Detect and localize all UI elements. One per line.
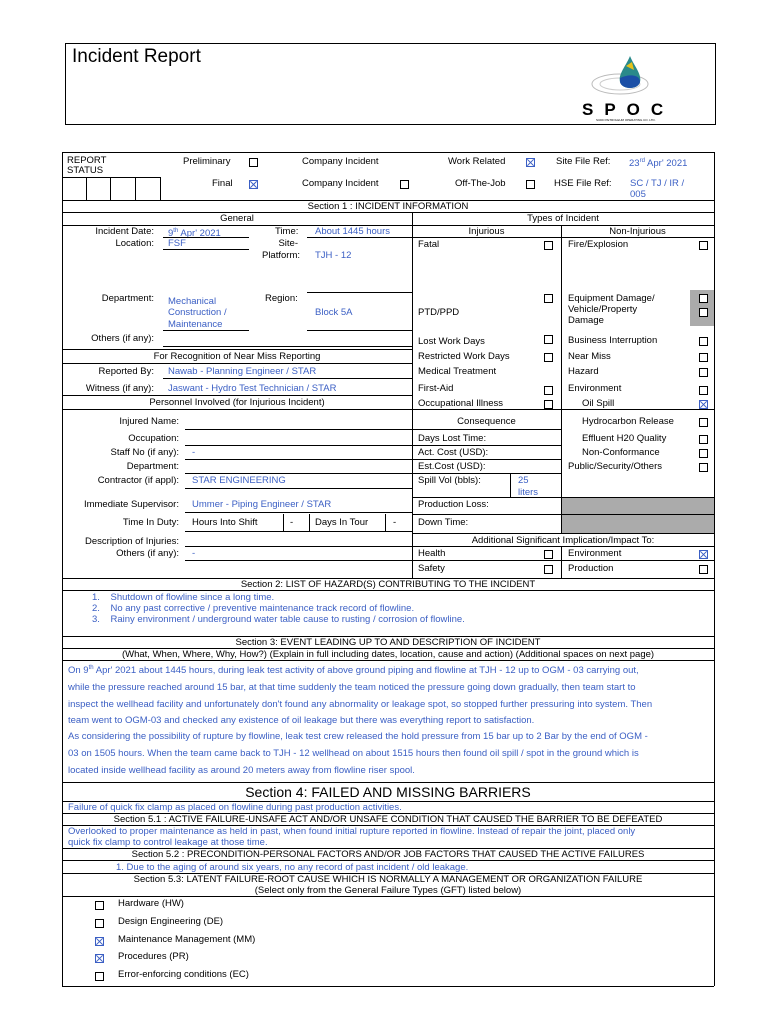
non-conformance-label: Non-Conformance (582, 447, 660, 458)
health-checkbox[interactable] (544, 550, 553, 559)
witness-value: Jaswant - Hydro Test Technician / STAR (168, 383, 337, 394)
final-checkbox[interactable] (249, 180, 258, 189)
hazard-item-1: 1. Shutdown of flowline since a long time. (92, 592, 275, 603)
section3-title: Section 3: EVENT LEADING UP TO AND DESCRIPTION OF INCIDENT (235, 637, 541, 648)
ptd-ppd-label: PTD/PPD (418, 307, 460, 318)
hours-into-shift-label: Hours Into Shift (192, 517, 258, 528)
site-file-ref-value: 23rd Apr' 2021 (629, 158, 688, 170)
company-incident-checkbox[interactable] (400, 180, 409, 189)
section52-text: 1. Due to the aging of around six years, no any record of past incident / old leakage. (116, 862, 469, 873)
report-title: Incident Report (72, 46, 201, 67)
work-related-label: Work Related (448, 156, 506, 167)
gft-procedures-label: Procedures (PR) (118, 951, 189, 962)
section53-title: Section 5.3: LATENT FAILURE-ROOT CAUSE WHICH IS NORMALLY A MANAGEMENT OR ORGANIZATION FAILURE (133, 874, 643, 885)
staff-no-value: - (192, 447, 196, 458)
injurious-heading: Injurious (468, 226, 505, 237)
contractor-value: STAR ENGINEERING (192, 475, 286, 486)
description-line-3: inspect the wellhead facility and unfortunately don't found any abnormality or leakage spot, so stopped further pressuring into system. Then (68, 699, 653, 710)
incident-date-value: 9th Apr' 2021 (168, 228, 221, 240)
description-line-7: located inside wellhead facility as around 20 meters away from flowline riser spool. (68, 765, 415, 776)
department-label: Department: (101, 293, 154, 304)
equipment-damage-label: Equipment Damage/ (568, 293, 655, 304)
business-interruption-checkbox[interactable] (699, 337, 708, 346)
days-in-tour-value: - (393, 517, 397, 528)
work-related-checkbox[interactable] (526, 158, 535, 167)
health-label: Health (418, 548, 446, 559)
region-value: Block 5A (315, 307, 353, 318)
hazard-item-2: 2. No any past corrective / preventive maintenance track record of flowline. (92, 603, 415, 614)
report-status-label: REPORT STATUS (67, 155, 107, 176)
fire-explosion-label: Fire/Explosion (568, 239, 629, 250)
preliminary-label: Preliminary (183, 156, 231, 167)
types-of-incident-heading: Types of Incident (527, 213, 599, 224)
non-conformance-checkbox[interactable] (699, 449, 708, 458)
restricted-work-days-label: Restricted Work Days (418, 351, 510, 362)
description-line-5: As considering the possibility of rupture by flowline, leak test crew released the hold pressure from 15 bar up to 2 Bar by the end of OGM - (68, 731, 648, 742)
gft-hardware-checkbox[interactable] (95, 901, 104, 910)
hse-file-ref-label: HSE File Ref: (554, 178, 612, 189)
section52-title: Section 5.2 : PRECONDITION-PERSONAL FACTORS AND/OR JOB FACTORS THAT CAUSED THE ACTIVE FAILURES (131, 849, 645, 860)
gft-error-enforcing-label: Error-enforcing conditions (EC) (118, 969, 249, 980)
hazard-label: Hazard (568, 366, 599, 377)
dept-label: Department: (126, 461, 179, 472)
spoc-logo-subtext: SUDD PETROLEUM OPERATING CO. LTD. (596, 118, 656, 122)
equipment-damage-checkbox[interactable] (699, 294, 708, 303)
description-line-4: team went to OGM-03 and checked any existence of oil leakage but there was everything report to satisfaction. (68, 715, 535, 726)
impact-environment-label: Environment (568, 548, 622, 559)
company-incident-label-2: Company Incident (302, 178, 379, 189)
first-aid-checkbox[interactable] (544, 386, 553, 395)
witness-label: Witness (if any): (85, 383, 154, 394)
final-label: Final (212, 178, 233, 189)
vehicle-property-checkbox[interactable] (699, 308, 708, 317)
site-platform-label-1: Site- (278, 238, 298, 249)
description-line-6: 03 on 1505 hours. When the team came back to TJH - 12 wellhead on about 1515 hours then found oil spill / spot in the ground which is (68, 748, 639, 759)
others2-label: Others (if any): (116, 548, 179, 559)
hse-file-ref-value-1: SC / TJ / IR / (630, 178, 685, 189)
consequence-heading: Consequence (457, 416, 516, 427)
section51-title: Section 5.1 : ACTIVE FAILURE-UNSAFE ACT AND/OR UNSAFE CONDITION THAT CAUSED THE BARRIER TO BE DEFEATED (113, 814, 663, 825)
safety-label: Safety (418, 563, 445, 574)
hours-into-shift-value: - (290, 517, 294, 528)
incident-date-label: Incident Date: (95, 226, 154, 237)
department-value-1: Mechanical (168, 296, 217, 307)
fatal-label: Fatal (418, 239, 440, 250)
gft-maintenance-label: Maintenance Management (MM) (118, 934, 256, 945)
gft-maintenance-checkbox[interactable] (95, 937, 104, 946)
days-in-tour-label: Days In Tour (315, 517, 369, 528)
near-miss-checkbox[interactable] (699, 353, 708, 362)
reported-by-value: Nawab - Planning Engineer / STAR (168, 366, 317, 377)
off-the-job-label: Off-The-Job (455, 178, 506, 189)
section3-subtitle: (What, When, Where, Why, How?) (Explain in full including dates, location, cause and action) (Additional spaces on next page) (121, 649, 655, 660)
spoc-logo-icon (590, 52, 660, 100)
production-label: Production (568, 563, 614, 574)
reported-by-label: Reported By: (98, 366, 154, 377)
lost-work-days-label: Lost Work Days (418, 336, 485, 347)
lost-work-days-checkbox[interactable] (544, 335, 553, 344)
down-time-label: Down Time: (418, 517, 469, 528)
fatal-checkbox[interactable] (544, 241, 553, 250)
region-label: Region: (265, 293, 298, 304)
others2-value: - (192, 548, 196, 559)
gft-error-enforcing-checkbox[interactable] (95, 972, 104, 981)
section2-title: Section 2: LIST OF HAZARD(S) CONTRIBUTING TO THE INCIDENT (240, 579, 536, 590)
section4-title: Section 4: FAILED AND MISSING BARRIERS (245, 784, 531, 800)
supervisor-label: Immediate Supervisor: (83, 499, 179, 510)
gft-hardware-label: Hardware (HW) (118, 898, 184, 909)
desc-injuries-label: Description of Injuries: (85, 536, 179, 547)
injured-name-label: Injured Name: (119, 416, 179, 427)
near-miss-title: For Recognition of Near Miss Reporting (153, 351, 321, 362)
effluent-label: Effluent H20 Quality (582, 433, 667, 444)
general-heading: General (220, 213, 254, 224)
company-incident-label-1: Company Incident (302, 156, 379, 167)
time-in-duty-label: Time In Duty: (122, 517, 179, 528)
department-value-3: Maintenance (168, 319, 223, 330)
days-lost-label: Days Lost Time: (418, 433, 487, 444)
supervisor-value: Ummer - Piping Engineer / STAR (192, 499, 332, 510)
impact-environment-checkbox[interactable] (699, 550, 708, 559)
medical-treatment-label: Medical Treatment (418, 366, 497, 377)
others-label: Others (if any): (91, 333, 154, 344)
preliminary-checkbox[interactable] (249, 158, 258, 167)
description-line-1: On 9th Apr' 2021 about 1445 hours, during leak test activity of above ground piping and flowline at TJH - 12 up to OGM - 03 carrying out, (68, 665, 639, 677)
location-value: FSF (168, 238, 186, 249)
hydrocarbon-release-label: Hydrocarbon Release (582, 416, 674, 427)
business-interruption-label: Business Interruption (568, 335, 658, 346)
environment-checkbox[interactable] (699, 386, 708, 395)
description-line-2: while the pressure reached around 15 bar, at that time suddenly the team noticed the pressure going down gradually, then team start to (68, 682, 636, 693)
hse-file-ref-value-2: 005 (630, 189, 646, 200)
environment-label: Environment (568, 383, 622, 394)
section53-subtitle: (Select only from the General Failure Types (GFT) listed below) (254, 885, 522, 896)
gft-design-label: Design Engineering (DE) (118, 916, 224, 927)
site-platform-value: TJH - 12 (315, 250, 352, 261)
spill-vol-label: Spill Vol (bbls): (418, 475, 481, 486)
occupational-illness-label: Occupational Illness (418, 398, 504, 409)
production-loss-label: Production Loss: (418, 499, 489, 510)
restricted-work-days-checkbox[interactable] (544, 353, 553, 362)
est-cost-label: Est.Cost (USD): (418, 461, 486, 472)
vehicle-property-label: Vehicle/Property (568, 304, 638, 315)
ptd-ppd-checkbox[interactable] (544, 294, 553, 303)
hazard-item-3: 3. Rainy environment / underground water table cause to rusting / corrosion of flowline. (92, 614, 465, 625)
hazard-checkbox[interactable] (699, 368, 708, 377)
contractor-label: Contractor (if appl): (97, 475, 179, 486)
hydrocarbon-release-checkbox[interactable] (699, 418, 708, 427)
time-value: About 1445 hours (315, 226, 391, 237)
public-security-label: Public/Security/Others (568, 461, 662, 472)
act-cost-label: Act. Cost (USD): (418, 447, 489, 458)
production-checkbox[interactable] (699, 565, 708, 574)
section1-title: Section 1 : INCIDENT INFORMATION (307, 201, 469, 212)
staff-no-label: Staff No (if any): (110, 447, 179, 458)
site-file-ref-label: Site File Ref: (556, 156, 611, 167)
department-value-2: Construction / (168, 307, 227, 318)
spill-vol-value-1: 25 (518, 475, 529, 486)
off-the-job-checkbox[interactable] (526, 180, 535, 189)
effluent-checkbox[interactable] (699, 435, 708, 444)
gft-design-checkbox[interactable] (95, 919, 104, 928)
spill-vol-value-2: liters (518, 487, 539, 498)
time-label: Time: (275, 226, 299, 237)
site-platform-label-2: Platform: (261, 250, 300, 261)
public-security-checkbox[interactable] (699, 463, 708, 472)
oil-spill-label: Oil Spill (582, 398, 615, 409)
safety-checkbox[interactable] (544, 565, 553, 574)
barrier-failure-text: Failure of quick fix clamp as placed on flowline during past production activities. (68, 802, 402, 813)
section51-text-2: quick fix clamp to control leakage at those time. (68, 837, 268, 848)
gft-procedures-checkbox[interactable] (95, 954, 104, 963)
non-injurious-heading: Non-Injurious (609, 226, 666, 237)
occupational-illness-checkbox[interactable] (544, 400, 553, 409)
personnel-title: Personnel Involved (for Injurious Incident) (149, 397, 325, 408)
occupation-label: Occupation: (128, 433, 179, 444)
near-miss-label: Near Miss (568, 351, 611, 362)
fire-explosion-checkbox[interactable] (699, 241, 708, 250)
oil-spill-checkbox[interactable] (699, 400, 708, 409)
section51-text-1: Overlooked to proper maintenance as held in past, when found initial rupture reported in flowline. Instead of repair the joint, placed only (68, 826, 636, 837)
additional-impact-heading: Additional Significant Implication/Impact To: (471, 535, 655, 546)
damage-label: Damage (568, 315, 604, 326)
location-label: Location: (115, 238, 154, 249)
first-aid-label: First-Aid (418, 383, 454, 394)
spoc-logo-text: SPOC (582, 100, 675, 119)
